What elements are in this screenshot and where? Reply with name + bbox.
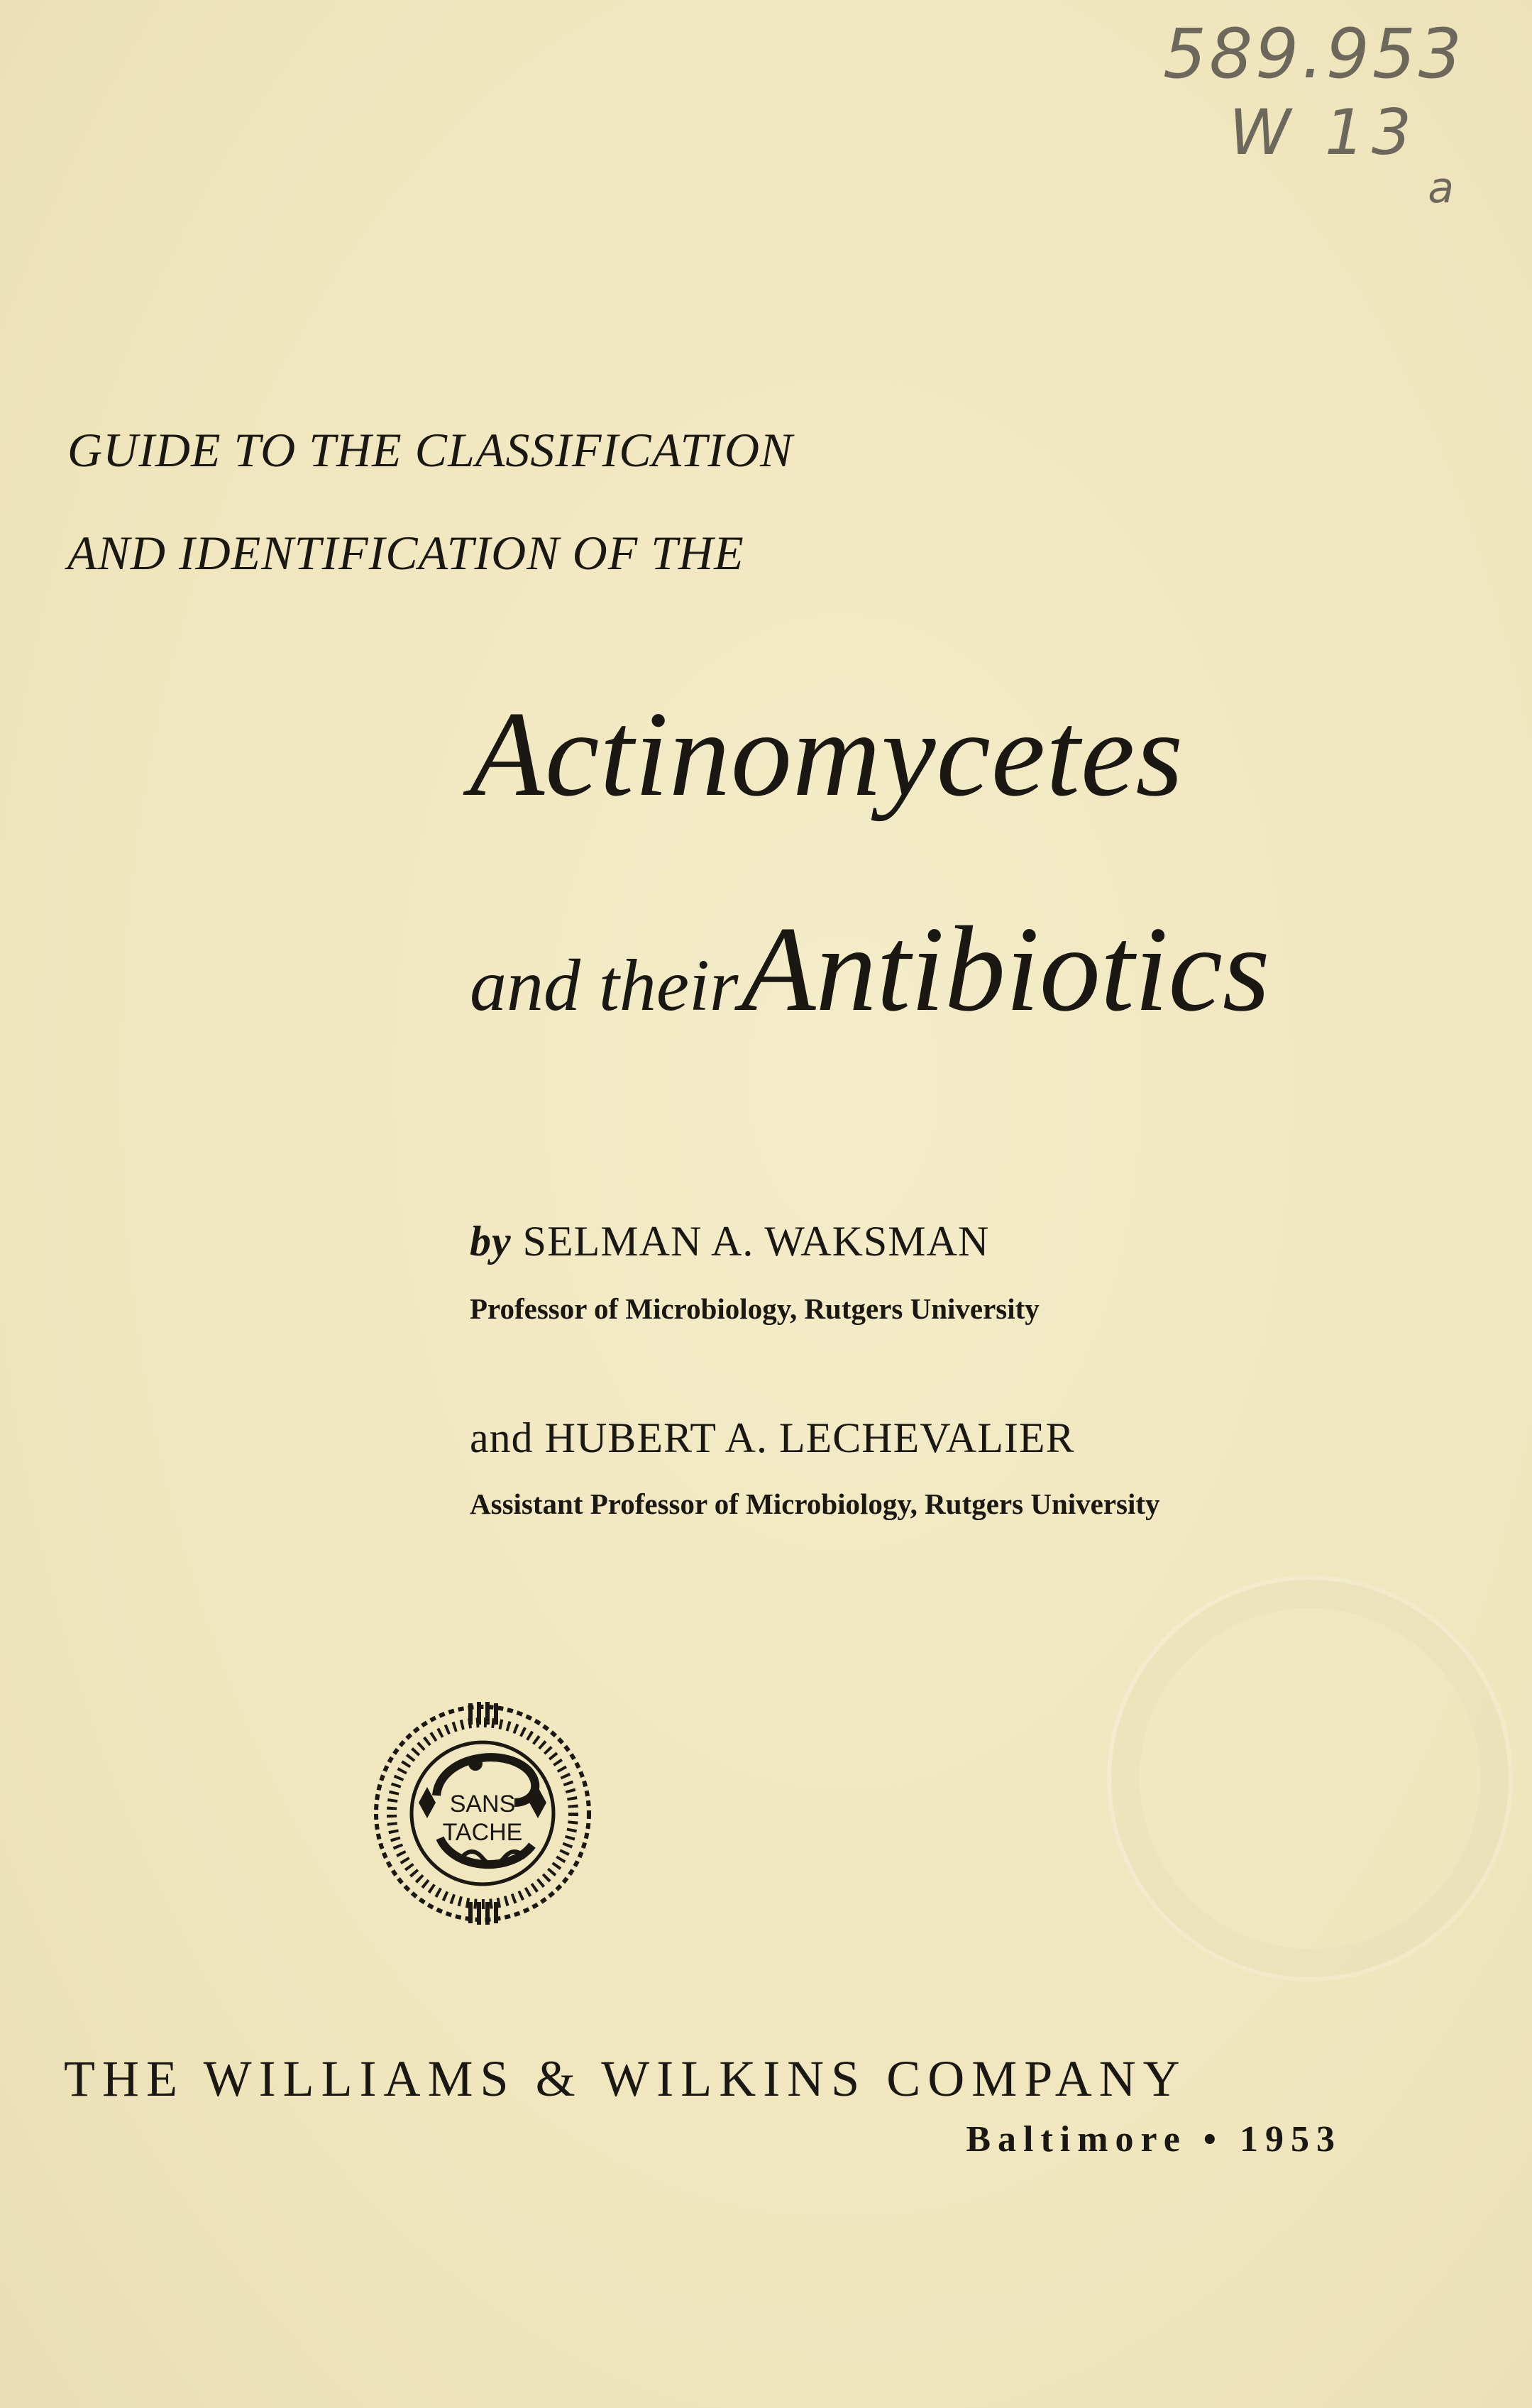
call-number-line-3: a bbox=[1428, 163, 1454, 213]
subtitle-prefix: and their bbox=[470, 945, 739, 1026]
publisher-year: 1953 bbox=[1240, 2119, 1342, 2160]
author-1-prefix: by bbox=[470, 1218, 512, 1265]
author-1-affiliation: Professor of Microbiology, Rutgers University bbox=[470, 1292, 1040, 1325]
call-number-line-1: 589.953 bbox=[1163, 14, 1465, 94]
author-2-name: HUBERT A. LECHEVALIER bbox=[544, 1414, 1075, 1461]
author-1 bbox=[470, 1217, 989, 1266]
publisher-name: THE WILLIAMS & WILKINS COMPANY bbox=[64, 2050, 1187, 2107]
seal-text-line-1: SANS bbox=[449, 1791, 516, 1818]
call-number-line-2: W 13 bbox=[1229, 96, 1418, 169]
author-1-name: SELMAN A. WAKSMAN bbox=[522, 1218, 990, 1265]
book-title: Actinomycetes bbox=[470, 687, 1184, 822]
author-2-affiliation: Assistant Professor of Microbiology, Rutgers University bbox=[470, 1488, 1160, 1520]
subtitle-main: Antibiotics bbox=[741, 902, 1270, 1037]
heading-line-2: AND IDENTIFICATION OF THE bbox=[67, 526, 744, 580]
publisher-place-year bbox=[966, 2118, 1342, 2160]
embossed-stamp bbox=[1107, 1576, 1513, 1981]
author-2-prefix: and bbox=[470, 1414, 534, 1461]
publisher-separator: • bbox=[1203, 2119, 1223, 2160]
seal-text-line-2: TACHE bbox=[442, 1819, 523, 1846]
publisher-place: Baltimore bbox=[966, 2119, 1187, 2160]
publisher-seal-icon bbox=[369, 1696, 596, 1930]
book-subtitle bbox=[470, 900, 1270, 1040]
heading-line-1: GUIDE TO THE CLASSIFICATION bbox=[67, 423, 793, 477]
author-2 bbox=[470, 1414, 1075, 1463]
